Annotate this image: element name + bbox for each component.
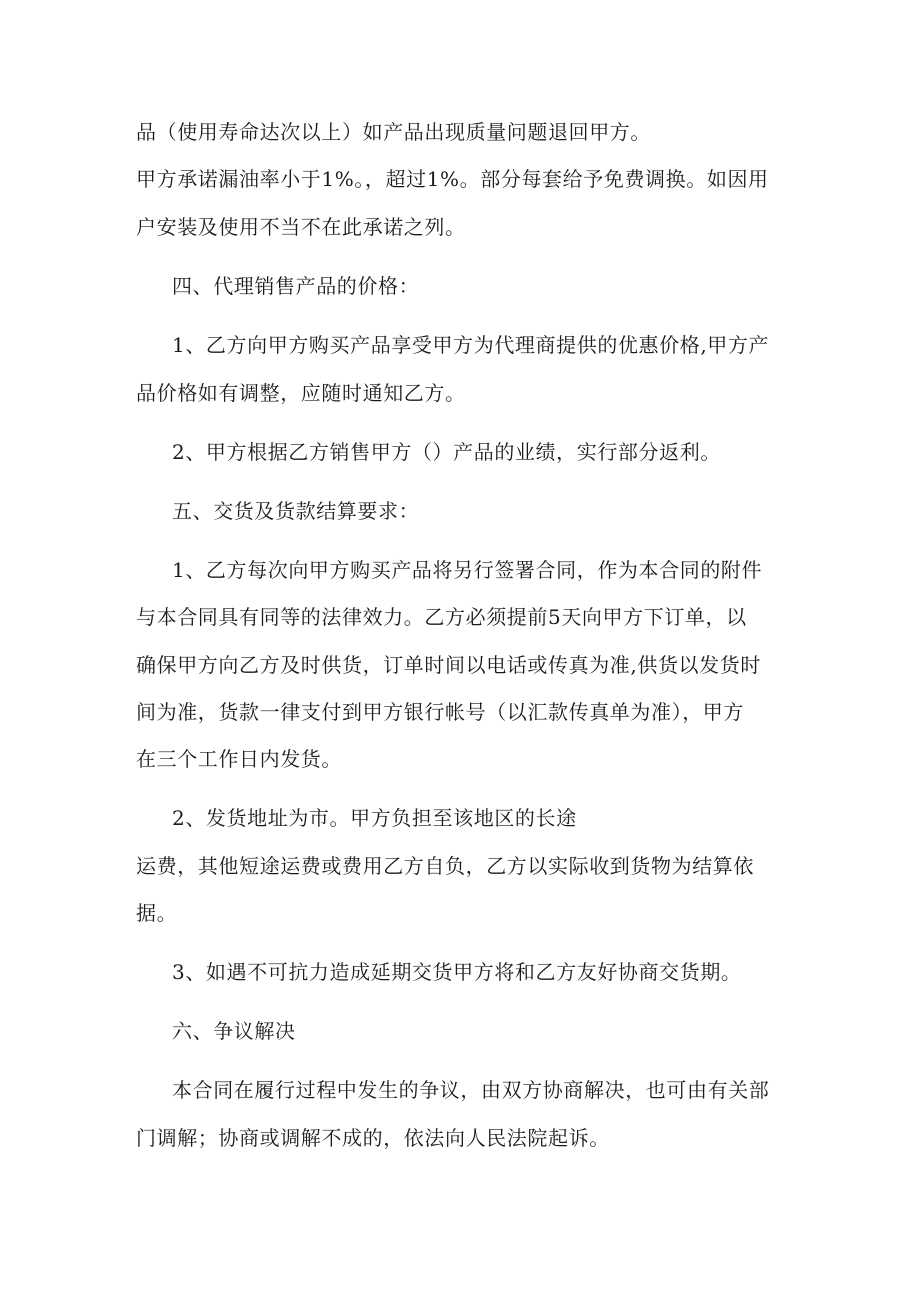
- text-line: 品价格如有调整，应随时通知乙方。: [136, 381, 466, 405]
- text-line: 本合同在履行过程中发生的争议，由双方协商解决，也可由有关部: [172, 1078, 770, 1102]
- section-heading: 四、代理销售产品的价格：: [172, 274, 420, 298]
- text-line: 门调解；协商或调解不成的，依法向人民法院起诉。: [136, 1126, 610, 1150]
- text-line: 2、发货地址为市。甲方负担至该地区的长途: [172, 806, 577, 830]
- text-line: 据。: [136, 901, 178, 925]
- text-line: 甲方承诺漏油率小于1%。，超过1%。部分每套给予免费调换。如因用: [136, 167, 769, 191]
- text-line: 确保甲方向乙方及时供货，订单时间以电话或传真为准,供货以发货时: [136, 653, 761, 677]
- section-heading: 五、交货及货款结算要求：: [172, 499, 420, 523]
- section-heading: 六、争议解决: [172, 1019, 296, 1043]
- text-line: 品（使用寿命达次以上）如产品出现质量问题退回甲方。: [136, 120, 651, 144]
- text-line: 2、甲方根据乙方销售甲方（）产品的业绩，实行部分返利。: [172, 440, 721, 464]
- text-line: 在三个工作日内发货。: [136, 747, 342, 771]
- text-line: 间为准，货款一律支付到甲方银行帐号（以汇款传真单为准），甲方: [136, 700, 744, 724]
- text-line: 1、乙方每次向甲方购买产品将另行签署合同，作为本合同的附件: [172, 558, 763, 582]
- text-line: 运费，其他短途运费或费用乙方自负，乙方以实际收到货物为结算依: [136, 854, 754, 878]
- text-line: 户安装及使用不当不在此承诺之列。: [136, 215, 466, 239]
- text-line: 与本合同具有同等的法律效力。乙方必须提前5天向甲方下订单，以: [136, 605, 747, 629]
- text-line: 1、乙方向甲方购买产品享受甲方为代理商提供的优惠价格,甲方产: [172, 333, 770, 357]
- text-line: 3、如遇不可抗力造成延期交货甲方将和乙方友好协商交货期。: [172, 960, 742, 984]
